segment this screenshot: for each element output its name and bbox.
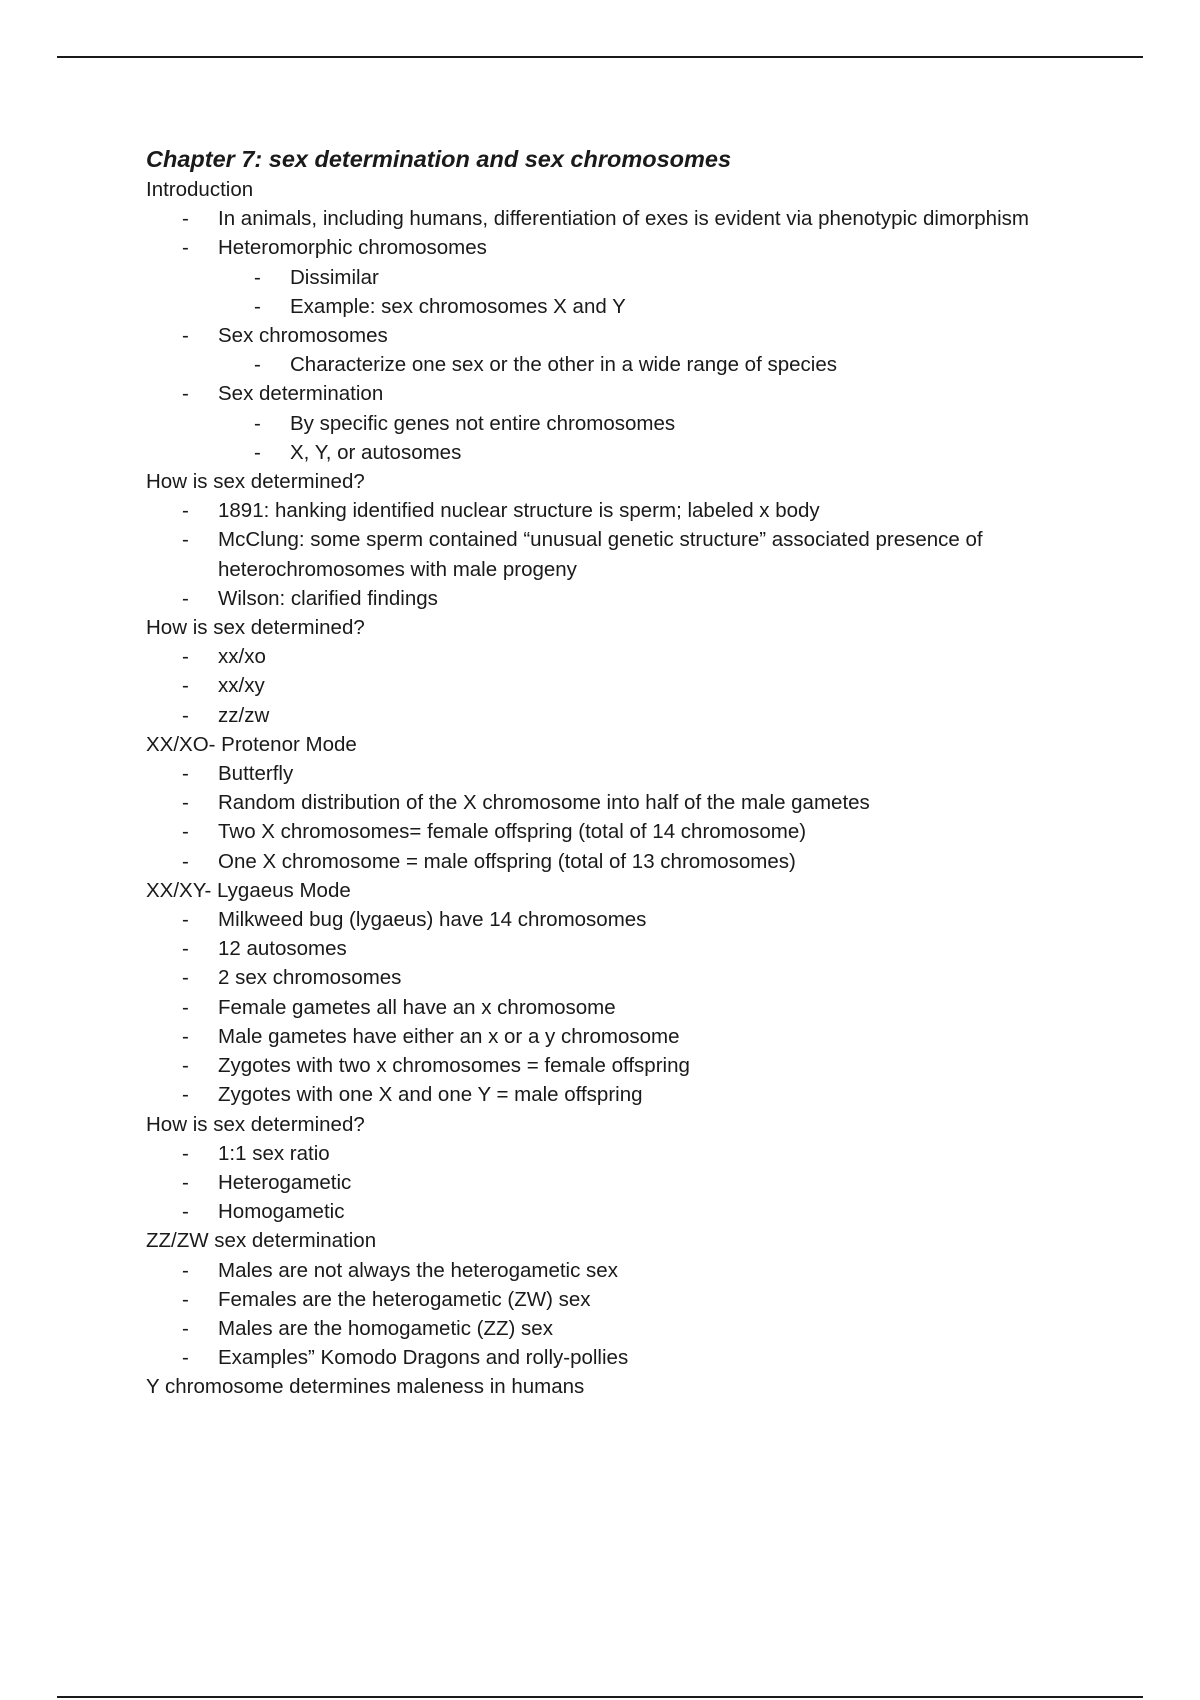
- section-heading: [146, 613, 1106, 642]
- bullet-dash: -: [182, 324, 189, 348]
- line-text: Sex chromosomes: [218, 324, 388, 348]
- line-text: xx/xy: [218, 674, 265, 698]
- document-body: [146, 144, 1106, 1402]
- line-text: 12 autosomes: [218, 937, 347, 961]
- bullet-dash: -: [182, 1024, 189, 1048]
- section-heading: [146, 467, 1106, 496]
- line-text: 1:1 sex ratio: [218, 1141, 330, 1165]
- bullet-dash: -: [182, 1200, 189, 1224]
- bullet-dash: -: [182, 703, 189, 727]
- section-heading: [146, 876, 1106, 905]
- bullet-dash: -: [182, 849, 189, 873]
- line-text: XX/XO- Protenor Mode: [146, 732, 357, 756]
- bullet-dash: -: [254, 353, 261, 377]
- bullet-dash: -: [182, 1346, 189, 1370]
- line-text: Y chromosome determines maleness in humans: [146, 1375, 585, 1399]
- bullet-item: [146, 204, 1106, 233]
- section-heading: [146, 175, 1106, 204]
- page-title: Chapter 7: sex determination and sex chromosomes: [146, 146, 732, 172]
- line-text: Heteromorphic chromosomes: [218, 236, 487, 260]
- bullet-item: [146, 759, 1106, 788]
- line-text: xx/xo: [218, 645, 266, 669]
- line-text: zz/zw: [218, 703, 270, 727]
- bullet-dash: -: [182, 820, 189, 844]
- bullet-item: [146, 379, 1106, 408]
- bullet-item: [146, 1139, 1106, 1168]
- bullet-dash: -: [182, 236, 189, 260]
- bullet-dash: -: [182, 762, 189, 786]
- line-text: How is sex determined?: [146, 1112, 365, 1136]
- bullet-item: [146, 934, 1106, 963]
- line-text: Females are the heterogametic (ZW) sex: [218, 1287, 591, 1311]
- line-text: 1891: hanking identified nuclear structure is sperm; labeled x body: [218, 499, 820, 523]
- line-text: Random distribution of the X chromosome into half of the male gametes: [218, 791, 870, 815]
- bullet-item: [146, 584, 1106, 613]
- bullet-item: [146, 1168, 1106, 1197]
- line-text: Example: sex chromosomes X and Y: [290, 294, 626, 318]
- bullet-dash: -: [182, 1287, 189, 1311]
- line-text: Wilson: clarified findings: [218, 586, 438, 610]
- bullet-item: [146, 671, 1106, 700]
- line-text: Males are the homogametic (ZZ) sex: [218, 1316, 553, 1340]
- bullet-dash: -: [254, 294, 261, 318]
- bullet-item: [146, 1314, 1106, 1343]
- bullet-item: [146, 993, 1106, 1022]
- bullet-item: [146, 1051, 1106, 1080]
- line-text: Sex determination: [218, 382, 384, 406]
- bullet-dash: -: [254, 411, 261, 435]
- line-text: McClung: some sperm contained “unusual genetic structure” associated presence of heterochromosomes with male progeny: [218, 528, 983, 581]
- line-text: Butterfly: [218, 762, 294, 786]
- bullet-dash: -: [182, 382, 189, 406]
- bullet-item: [146, 321, 1106, 350]
- bullet-dash: -: [182, 1258, 189, 1282]
- bullet-item: [146, 525, 1106, 583]
- bullet-item: [146, 1285, 1106, 1314]
- bullet-item: [146, 905, 1106, 934]
- line-text: Female gametes all have an x chromosome: [218, 995, 616, 1019]
- line-text: Two X chromosomes= female offspring (total of 14 chromosome): [218, 820, 807, 844]
- bullet-item: [146, 1022, 1106, 1051]
- header-rule: [57, 56, 1143, 58]
- section-heading: [146, 730, 1106, 759]
- bullet-item: [146, 642, 1106, 671]
- line-text: Zygotes with one X and one Y = male offspring: [218, 1083, 643, 1107]
- line-text: Introduction: [146, 178, 254, 201]
- line-text: Dissimilar: [290, 265, 379, 289]
- line-text: Zygotes with two x chromosomes = female offspring: [218, 1054, 690, 1078]
- bullet-dash: -: [182, 1054, 189, 1078]
- bullet-item: [146, 496, 1106, 525]
- line-text: Male gametes have either an x or a y chromosome: [218, 1024, 680, 1048]
- bullet-dash: -: [182, 528, 189, 552]
- line-text: ZZ/ZW sex determination: [146, 1229, 377, 1253]
- bullet-dash: -: [182, 791, 189, 815]
- bullet-dash: -: [254, 440, 261, 464]
- bullet-item: [146, 1197, 1106, 1226]
- bullet-item: [146, 963, 1106, 992]
- bullet-item: [146, 1256, 1106, 1285]
- line-text: One X chromosome = male offspring (total of 13 chromosomes): [218, 849, 796, 873]
- bullet-dash: -: [254, 265, 261, 289]
- bullet-dash: -: [182, 995, 189, 1019]
- bullet-dash: -: [182, 674, 189, 698]
- bullet-dash: -: [182, 499, 189, 523]
- line-text: How is sex determined?: [146, 470, 365, 494]
- line-text: Males are not always the heterogametic sex: [218, 1258, 618, 1282]
- line-text: 2 sex chromosomes: [218, 966, 402, 990]
- sub-bullet-item: [146, 350, 1106, 379]
- line-text: Homogametic: [218, 1200, 345, 1224]
- bullet-dash: -: [182, 645, 189, 669]
- bullet-dash: -: [182, 966, 189, 990]
- bullet-dash: -: [182, 207, 189, 231]
- sub-bullet-item: [146, 263, 1106, 292]
- bullet-item: [146, 1080, 1106, 1109]
- sub-bullet-item: [146, 409, 1106, 438]
- section-heading: [146, 1372, 1106, 1401]
- bullet-item: [146, 817, 1106, 846]
- section-heading: [146, 1226, 1106, 1255]
- line-text: Characterize one sex or the other in a wide range of species: [290, 353, 837, 377]
- notes-list: [146, 175, 1106, 1402]
- line-text: Examples” Komodo Dragons and rolly-pollies: [218, 1346, 629, 1370]
- bullet-item: [146, 847, 1106, 876]
- sub-bullet-item: [146, 292, 1106, 321]
- bullet-item: [146, 701, 1106, 730]
- bullet-item: [146, 233, 1106, 262]
- bullet-dash: -: [182, 1316, 189, 1340]
- line-text: By specific genes not entire chromosomes: [290, 411, 676, 435]
- line-text: In animals, including humans, differentiation of exes is evident via phenotypic dimorphism: [218, 207, 1029, 231]
- bullet-dash: -: [182, 1170, 189, 1194]
- footer-rule: [57, 1696, 1143, 1698]
- line-text: How is sex determined?: [146, 616, 365, 640]
- bullet-dash: -: [182, 908, 189, 932]
- bullet-item: [146, 788, 1106, 817]
- line-text: X, Y, or autosomes: [290, 440, 462, 464]
- bullet-dash: -: [182, 1141, 189, 1165]
- line-text: Milkweed bug (lygaeus) have 14 chromosomes: [218, 908, 647, 932]
- bullet-dash: -: [182, 1083, 189, 1107]
- bullet-dash: -: [182, 586, 189, 610]
- line-text: XX/XY- Lygaeus Mode: [146, 878, 351, 902]
- line-text: Heterogametic: [218, 1170, 352, 1194]
- sub-bullet-item: [146, 438, 1106, 467]
- bullet-item: [146, 1343, 1106, 1372]
- bullet-dash: -: [182, 937, 189, 961]
- section-heading: [146, 1110, 1106, 1139]
